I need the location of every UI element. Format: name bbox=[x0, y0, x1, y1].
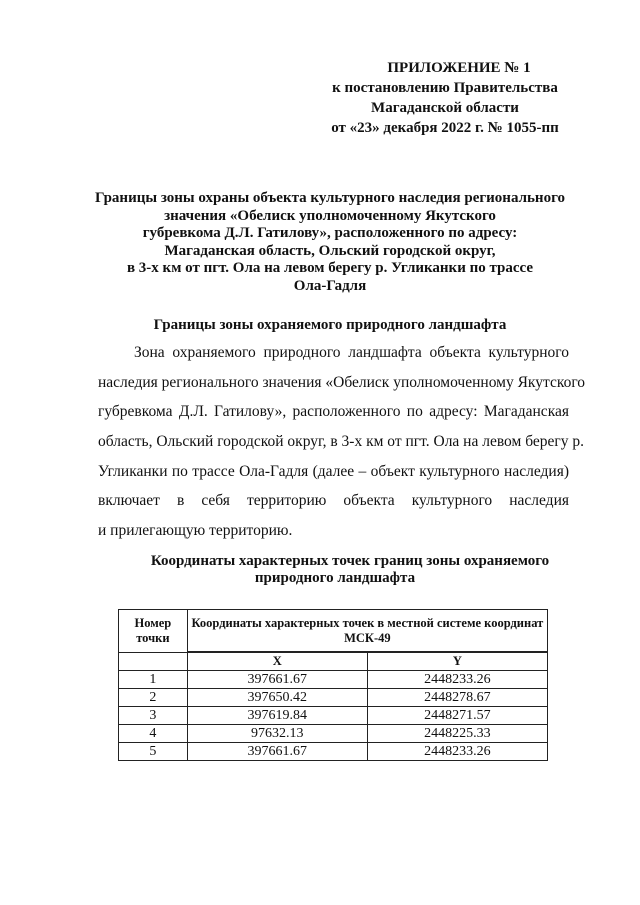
heading-line: Магаданская область, Ольский городской округ, bbox=[164, 242, 496, 259]
x-value: 397650.42 bbox=[187, 689, 367, 707]
table-heading bbox=[140, 553, 560, 587]
table-row bbox=[119, 689, 548, 707]
table-row bbox=[119, 707, 548, 725]
y-value: 2448233.26 bbox=[367, 743, 547, 761]
heading-line: в 3-х км от пгт. Ола на левом берегу р. Угликанки по трассе bbox=[126, 260, 534, 276]
y-value: 2448233.26 bbox=[367, 671, 547, 689]
appendix-line-1: к постановлению Правительства bbox=[332, 80, 558, 96]
x-value: 397661.67 bbox=[187, 743, 367, 761]
body-paragraph bbox=[98, 338, 586, 546]
x-value: 397661.67 bbox=[187, 671, 367, 689]
paragraph-line: область, Ольский городской округ, в 3-х км от пгт. Ола на левом берегу р. bbox=[98, 433, 584, 451]
point-number: 2 bbox=[119, 689, 188, 707]
heading-line: Ола-Гадля bbox=[293, 277, 367, 294]
heading-line: губревкома Д.Л. Гатилову», расположенного по адресу: bbox=[142, 225, 518, 241]
appendix-block bbox=[300, 58, 590, 138]
header-point-number: Номер точки bbox=[119, 610, 188, 653]
header-coordinates: Координаты характерных точек в местной системе координат МСК-49 bbox=[187, 610, 547, 652]
header-y: Y bbox=[367, 653, 547, 671]
x-value: 97632.13 bbox=[187, 725, 367, 743]
heading-line: Границы зоны охраны объекта культурного наследия регионального bbox=[94, 190, 566, 206]
point-number: 3 bbox=[119, 707, 188, 725]
y-value: 2448225.33 bbox=[367, 725, 547, 743]
y-value: 2448278.67 bbox=[367, 689, 547, 707]
appendix-title: ПРИЛОЖЕНИЕ № 1 bbox=[387, 60, 531, 76]
paragraph-line: Зона охраняемого природного ландшафта объекта культурного bbox=[134, 344, 569, 361]
header-x: X bbox=[187, 653, 367, 671]
heading-line: значения «Обелиск уполномоченному Якутского bbox=[164, 207, 496, 224]
coordinates-table bbox=[118, 609, 548, 761]
y-value: 2448271.57 bbox=[367, 707, 547, 725]
point-number: 5 bbox=[119, 743, 188, 761]
table-heading-line-1: Координаты характерных точек границ зоны охраняемого bbox=[150, 553, 550, 569]
table-row bbox=[119, 725, 548, 743]
document-heading bbox=[90, 190, 570, 295]
appendix-line-2: Магаданской области bbox=[371, 100, 519, 116]
section-heading: Границы зоны охраняемого природного ландшафта bbox=[153, 317, 507, 333]
paragraph-line: включает в себя территорию объекта культурного наследия bbox=[98, 492, 569, 510]
header-blank-cell bbox=[119, 653, 188, 671]
point-number: 1 bbox=[119, 671, 188, 689]
x-value: 397619.84 bbox=[187, 707, 367, 725]
table-row bbox=[119, 743, 548, 761]
table-heading-line-2: природного ландшафта bbox=[254, 570, 416, 586]
paragraph-line: наследия регионального значения «Обелиск уполномоченному Якутского bbox=[98, 373, 586, 391]
paragraph-line: и прилегающую территорию. bbox=[98, 522, 293, 540]
appendix-line-3: от «23» декабря 2022 г. № 1055-пп bbox=[331, 120, 559, 136]
paragraph-line: Угликанки по трассе Ола-Гадля (далее – объект культурного наследия) bbox=[98, 462, 569, 480]
table-row bbox=[119, 671, 548, 689]
paragraph-line: губревкома Д.Л. Гатилову», расположенного по адресу: Магаданская bbox=[98, 403, 569, 421]
point-number: 4 bbox=[119, 725, 188, 743]
